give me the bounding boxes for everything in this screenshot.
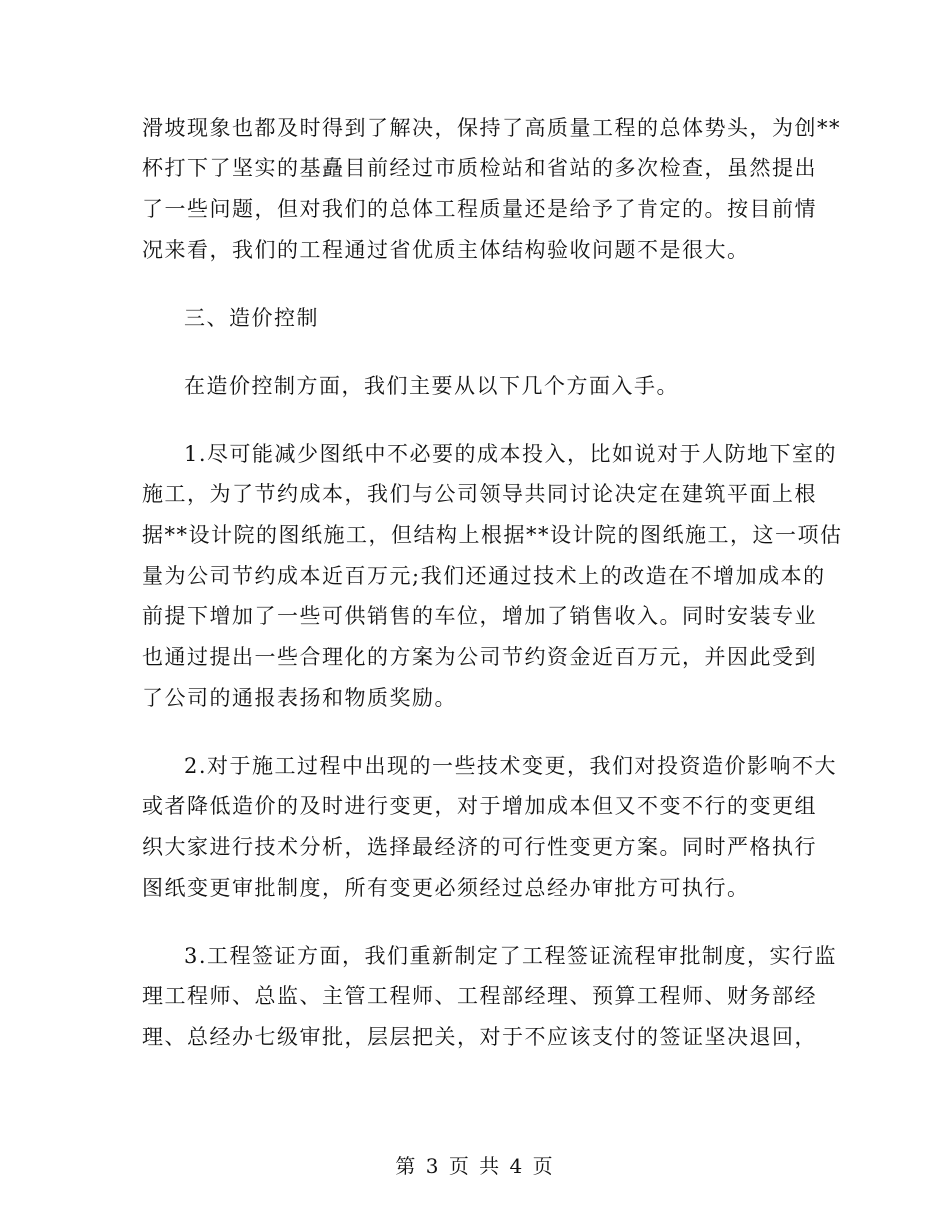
paragraph-line: 3.工程签证方面，我们重新制定了工程签证流程审批制度，实行监 (184, 944, 838, 968)
paragraph-line: 滑坡现象也都及时得到了解决，保持了高质量工程的总体势头，为创** (142, 116, 841, 140)
paragraph-line: 前提下增加了一些可供销售的车位，增加了销售收入。同时安装专业 (142, 604, 817, 628)
paragraph-line: 在造价控制方面，我们主要从以下几个方面入手。 (184, 374, 679, 398)
paragraph-line: 了一些问题，但对我们的总体工程质量还是给予了肯定的。按目前情 (142, 197, 817, 221)
paragraph-line: 况来看，我们的工程通过省优质主体结构验收问题不是很大。 (142, 238, 750, 262)
paragraph-line: 理、总经办七级审批，层层把关，对于不应该支付的签证坚决退回， (142, 1025, 817, 1049)
paragraph-line: 杯打下了坚实的基矗目前经过市质检站和省站的多次检查，虽然提出 (142, 156, 817, 180)
paragraph-line: 量为公司节约成本近百万元;我们还通过技术上的改造在不增加成本的 (142, 564, 826, 588)
page-number: 第 3 页 共 4 页 (395, 1154, 555, 1178)
paragraph-line: 2.对于施工过程中出现的一些技术变更，我们对投资造价影响不大 (184, 754, 838, 778)
paragraph-line: 或者降低造价的及时进行变更，对于增加成本但又不变不行的变更组 (142, 794, 817, 818)
paragraph-line: 织大家进行技术分析，选择最经济的可行性变更方案。同时严格执行 (142, 835, 817, 859)
paragraph-line: 也通过提出一些合理化的方案为公司节约资金近百万元，并因此受到 (142, 645, 817, 669)
paragraph-line: 1.尽可能减少图纸中不必要的成本投入，比如说对于人防地下室的 (184, 442, 838, 466)
paragraph-line: 据**设计院的图纸施工，但结构上根据**设计院的图纸施工，这一项估 (142, 523, 843, 547)
section-heading: 三、造价控制 (184, 306, 319, 330)
paragraph-line: 理工程师、总监、主管工程师、工程部经理、预算工程师、财务部经 (142, 984, 817, 1008)
paragraph-line: 了公司的通报表扬和物质奖励。 (142, 686, 457, 710)
paragraph-line: 施工，为了节约成本，我们与公司领导共同讨论决定在建筑平面上根 (142, 482, 817, 506)
paragraph-line: 图纸变更审批制度，所有变更必须经过总经办审批方可执行。 (142, 876, 750, 900)
